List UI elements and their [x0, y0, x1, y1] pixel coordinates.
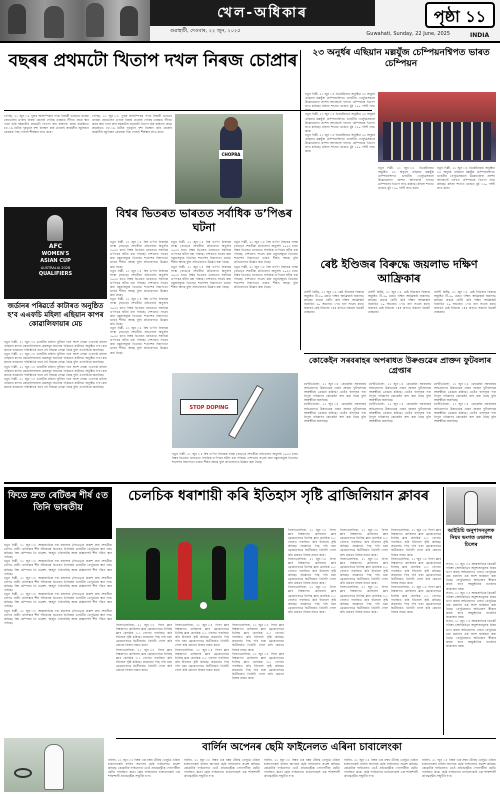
wrestling-body: নতুন দিল্লী, ২১ জুন ঃ ভিয়েটনামত অনুষ্ঠিত ২৩ অনুৰ্ধৰ এছিয়ান মল্লযুঁজ চেম্পিয়নশ্বিপত ভাৰতীয় খেলুৱৈসকলে উল্লেখযোগ্য প্ৰদৰ্শন আগবঢ়াই দলগত চেম্পিয়নৰ খিতাপ লাভ কৰিছে। মহিলা শাখাত ভাৰতে মুঠ ১৫০ পইণ্ট লাভ কৰে। নতুন দিল্লী, ২১ জুন ঃ ভিয়েটনামত অনুষ্ঠিত ২৩ অনুৰ্ধৰ এছিয়ান মল্লযুঁজ চেম্পিয়নশ্বিপত ভাৰতীয় খেলুৱৈসকলে উল্লেখযোগ্য প্ৰদৰ্শন আগবঢ়াই দলগত চেম্পিয়নৰ খিতাপ লাভ কৰিছে। মহিলা শাখাত ভাৰতে মুঠ ১৫০ পইণ্ট লাভ কৰে। নতুন দিল্লী, ২১ জুন ঃ ভিয়েটনামত অনুষ্ঠিত ২৩ অনুৰ্ধৰ এছিয়ান মল্লযুঁজ চেম্পিয়নশ্বিপত ভাৰতীয় খেলুৱৈসকলে উল্লেখযোগ্য প্ৰদৰ্শন আগবঢ়াই দলগত চেম্পিয়নৰ খিতাপ লাভ কৰিছে। মহিলা শাখাত ভাৰতে মুঠ ১৫০ পইণ্ট লাভ কৰে।	[305, 92, 375, 154]
divider	[304, 353, 496, 354]
wrestling-photo	[378, 92, 496, 162]
edition-label: INDIA	[470, 32, 490, 39]
afc-line: WOMEN'S	[41, 251, 70, 257]
doping-body-col4: নতুন দিল্লী, ২১ জুন ঃ বিশ্ব ড’পিং নিবাৰক সংস্থা (বাডা)ৰ শেহতীয়া প্ৰতিবেদন অনুসৰি ২০২৩ চনত বিশ্বৰ ভিতৰত ভাৰততে সৰ্বাধিক ড’পিঙৰ ঘটনা ধৰা পৰিছে। দেশখনত সংগ্ৰহ কৰা নমুনাসমূহৰ ভিতৰত শতাংশৰ হিচাপতো ভাৰত শীৰ্ষত আছে বুলি প্ৰতিবেদনত উল্লেখ কৰা হৈছে।	[172, 452, 298, 465]
club-body-col1: ফিলাডেলফিয়া, ২১ জুন ঃ ফিফা ক্লাব বিশ্বকাপত ব্ৰাজিলৰ ক্লাব ফ্লেমেংগোৱে ইংলিছ ক্লাব চেলচিক ৩-১ গোলত পৰাজিত কৰি ইতিহাস সৃষ্টি কৰিছে। প্ৰথমাৰ্ধত পিছ পৰি থকা ফ্লেমেংগোৱে দ্বিতীয়াৰ্ধত তিনিটা গোল কৰি মেচখন নিজৰ নামত কৰে। ফিলাডেলফিয়া, ২১ জুন ঃ ফিফা ক্লাব বিশ্বকাপত ব্ৰাজিলৰ ক্লাব ফ্লেমেংগোৱে ইংলিছ ক্লাব চেলচিক ৩-১ গোলত পৰাজিত কৰি ইতিহাস সৃষ্টি কৰিছে। প্ৰথমাৰ্ধত পিছ পৰি থকা ফ্লেমেংগোৱে দ্বিতীয়াৰ্ধত তিনিটা গোল কৰি মেচখন নিজৰ নামত কৰে।	[116, 623, 172, 673]
club-photo	[116, 528, 284, 620]
smuggling-body-col1: মণ্টেভিডিঅ’, ২১ জুন ঃ কোকেইন সৰবৰাহৰ অভিযোগত উৰুগুৱেৰ এজন প্ৰাক্তন ফুটবলাৰক আৰক্ষীয়ে গ্ৰেপ্তাৰ কৰিছে। তেওঁৰ বাসগৃহৰ পৰা বিপুল পৰিমাণৰ কোকেইন জব্দ কৰা হৈছে বুলি আৰক্ষীয়ে জনাইছে। মণ্টেভিডিঅ’, ২১ জুন ঃ কোকেইন সৰবৰাহৰ অভিযোগত উৰুগুৱেৰ এজন প্ৰাক্তন ফুটবলাৰক আৰক্ষীয়ে গ্ৰেপ্তাৰ কৰিছে। তেওঁৰ বাসগৃহৰ পৰা বিপুল পৰিমাণৰ কোকেইন জব্দ কৰা হৈছে বুলি আৰক্ষীয়ে জনাইছে।	[304, 382, 366, 423]
doping-headline: বিশ্বৰ ভিতৰত ভাৰতত সৰ্বাধিক ড’পিঙৰ ঘটনা	[116, 207, 292, 234]
club-body-col5: ফিলাডেলফিয়া, ২১ জুন ঃ ফিফা ক্লাব বিশ্বকাপত ব্ৰাজিলৰ ক্লাব ফ্লেমেংগোৱে ইংলিছ ক্লাব চেলচিক ৩-১ গোলত পৰাজিত কৰি ইতিহাস সৃষ্টি কৰিছে। প্ৰথমাৰ্ধত পিছ পৰি থকা ফ্লেমেংগোৱে দ্বিতীয়াৰ্ধত তিনিটা গোল কৰি মেচখন নিজৰ নামত কৰে। ফিলাডেলফিয়া, ২১ জুন ঃ ফিফা ক্লাব বিশ্বকাপত ব্ৰাজিলৰ ক্লাব ফ্লেমেংগোৱে ইংলিছ ক্লাব চেলচিক ৩-১ গোলত পৰাজিত কৰি ইতিহাস সৃষ্টি কৰিছে। প্ৰথমাৰ্ধত পিছ পৰি থকা ফ্লেমেংগোৱে দ্বিতীয়াৰ্ধত তিনিটা গোল কৰি মেচখন নিজৰ নামত কৰে। ফিলাডেলফিয়া, ২১ জুন ঃ ফিফা ক্লাব বিশ্বকাপত ব্ৰাজিলৰ ক্লাব ফ্লেমেংগোৱে ইংলিছ ক্লাব চেলচিক ৩-১ গোলত পৰাজিত কৰি ইতিহাস সৃষ্টি কৰিছে। প্ৰথমাৰ্ধত পিছ পৰি থকা ফ্লেমেংগোৱে দ্বিতীয়াৰ্ধত তিনিটা গোল কৰি মেচখন নিজৰ নামত কৰে।	[340, 528, 388, 614]
lead-story-body: পেৰিছ, ২১ জুন ঃ দুবাৰ অলিম্পিকৰ পদক বিজয়ী ভাৰতৰ তাৰকা জেভেলিন থ্ৰ’য়াৰ নিৰজ চোপ্ৰাই পেৰিছ ডায়মণ্ড লীগত প্ৰথম স্থান দখল কৰি বছৰটোৰ প্ৰথমটো খিতাপ জয় কৰিলে। প্ৰথম প্ৰচেষ্টাতে ৮৮.১৬ মিটাৰ দূৰত্বলৈ বৰ্শা নিক্ষেপ কৰি চোপ্ৰাই জাৰ্মানীৰ জুলিয়ান ৱেবাৰক পিছ পেলাই শীৰ্ষস্থান লাভ কৰে।	[4, 114, 89, 135]
section-title: খেল-অধিকাৰ	[217, 5, 308, 21]
lead-headline: বছৰৰ প্ৰথমটো খিতাপ দখল নিৰজ চোপ্ৰাৰ	[8, 51, 298, 71]
team-group	[383, 122, 491, 160]
player-photo	[8, 4, 26, 34]
club-headline: চেলচিক ধৰাশায়ী কৰি ইতিহাস সৃষ্টি ব্ৰাজিলিয়ান ক্লাবৰ	[128, 488, 429, 504]
cricket-headline: ৰেষ্ট ইণ্ডিজৰ বিৰুদ্ধে জয়লাভ দক্ষিণ আফ্ৰিকাৰ	[320, 258, 478, 285]
player-photo	[44, 6, 64, 38]
player-figure	[212, 546, 226, 600]
tennis-headline: বাৰ্লিন অপেনৰ ছেমি ফাইনেলত এৰিনা চাবালেংকা	[202, 742, 402, 753]
player-photo	[120, 6, 138, 36]
player-figure	[244, 544, 258, 600]
tennis-player-figure	[44, 744, 64, 790]
afc-line: ASIAN CUP	[40, 258, 71, 264]
athlete-bib: CHOPRA	[219, 150, 243, 159]
tennis-body-col2: বাৰ্লিন, ২১ জুন ঃ বিশ্বৰ এক নম্বৰ টেনিছ খেলুৱৈ এৰিনা চাবালেংকাই বাৰ্লিন অপেনৰ ছেমি ফাইনেলত প্ৰৱেশ কৰিছে। কোৱাৰ্টাৰ ফাইনেলত তেওঁ প্ৰতিদ্বন্দ্বীক পোনপটীয়া ছেটত পৰাজিত কৰে। ছেমি ফাইনেলত চাবালেংকাই এক শক্তিশালী প্ৰতিদ্বন্দ্বীৰ সন্মুখীন হ’ব।	[184, 758, 260, 779]
wrestling-headline: ২৩ অনুৰ্ধৰ এছিয়ান মল্লযুঁজ চেম্পিয়নশ্বিপত ভাৰত চেম্পিয়ন	[312, 48, 490, 69]
cricket-body-col3: চেইণ্ট কিটছ, ২১ জুন ঃ ৱেষ্ট ইণ্ডিজৰ বিৰুদ্ধে অনুষ্ঠিত টি-২০ মেচত দক্ষিণ আফ্ৰিকাই জয়লাভ কৰিছে। প্ৰথমে বেটিং কৰি দক্ষিণ আফ্ৰিকাই নিৰ্ধাৰিত ২০ অভাৰত ১৭৪ ৰাণ সংগ্ৰহ কৰে। জবাবত ৱেষ্ট ইণ্ডিজে ১৪৪ ৰাণতে সকলো ৱিকেট হেৰুৱায়।	[434, 290, 496, 315]
afc-line: QUALIFIERS	[38, 271, 73, 277]
doping-body-col3: নতুন দিল্লী, ২১ জুন ঃ বিশ্ব ড’পিং নিবাৰক সংস্থা (বাডা)ৰ শেহতীয়া প্ৰতিবেদন অনুসৰি ২০২৩ চনত বিশ্বৰ ভিতৰত ভাৰততে সৰ্বাধিক ড’পিঙৰ ঘটনা ধৰা পৰিছে। দেশখনত সংগ্ৰহ কৰা নমুনাসমূহৰ ভিতৰত শতাংশৰ হিচাপতো ভাৰত শীৰ্ষত আছে বুলি প্ৰতিবেদনত উল্লেখ কৰা হৈছে। নতুন দিল্লী, ২১ জুন ঃ বিশ্ব ড’পিং নিবাৰক সংস্থা (বাডা)ৰ শেহতীয়া প্ৰতিবেদন অনুসৰি ২০২৩ চনত বিশ্বৰ ভিতৰত ভাৰততে সৰ্বাধিক ড’পিঙৰ ঘটনা ধৰা পৰিছে। দেশখনত সংগ্ৰহ কৰা নমুনাসমূহৰ ভিতৰত শতাংশৰ হিচাপতো ভাৰত শীৰ্ষত আছে বুলি প্ৰতিবেদনত উল্লেখ কৰা হৈছে।	[234, 240, 298, 290]
player-photo	[86, 3, 104, 37]
page-label: পৃষ্ঠা ১১	[425, 2, 495, 28]
doping-photo	[172, 373, 298, 448]
club-body-col2: ফিলাডেলফিয়া, ২১ জুন ঃ ফিফা ক্লাব বিশ্বকাপত ব্ৰাজিলৰ ক্লাব ফ্লেমেংগোৱে ইংলিছ ক্লাব চেলচিক ৩-১ গোলত পৰাজিত কৰি ইতিহাস সৃষ্টি কৰিছে। প্ৰথমাৰ্ধত পিছ পৰি থকা ফ্লেমেংগোৱে দ্বিতীয়াৰ্ধত তিনিটা গোল কৰি মেচখন নিজৰ নামত কৰে। ফিলাডেলফিয়া, ২১ জুন ঃ ফিফা ক্লাব বিশ্বকাপত ব্ৰাজিলৰ ক্লাব ফ্লেমেংগোৱে ইংলিছ ক্লাব চেলচিক ৩-১ গোলত পৰাজিত কৰি ইতিহাস সৃষ্টি কৰিছে। প্ৰথমাৰ্ধত পিছ পৰি থকা ফ্লেমেংগোৱে দ্বিতীয়াৰ্ধত তিনিটা গোল কৰি মেচখন নিজৰ নামত কৰে।	[175, 623, 229, 673]
divider	[116, 738, 496, 739]
tennis-body-col1: বাৰ্লিন, ২১ জুন ঃ বিশ্বৰ এক নম্বৰ টেনিছ খেলুৱৈ এৰিনা চাবালেংকাই বাৰ্লিন অপেনৰ ছেমি ফাইনেলত প্ৰৱেশ কৰিছে। কোৱাৰ্টাৰ ফাইনেলত তেওঁ প্ৰতিদ্বন্দ্বীক পোনপটীয়া ছেটত পৰাজিত কৰে। ছেমি ফাইনেলত চাবালেংকাই এক শক্তিশালী প্ৰতিদ্বন্দ্বীৰ সন্মুখীন হ’ব।	[108, 758, 180, 779]
icc-headline: আইচিচি অনুশাসনমূলক নিয়ম ভংগত ওভালৰ ঢিলেৰ	[447, 528, 495, 548]
cricket-body-col1: চেইণ্ট কিটছ, ২১ জুন ঃ ৱেষ্ট ইণ্ডিজৰ বিৰুদ্ধে অনুষ্ঠিত টি-২০ মেচত দক্ষিণ আফ্ৰিকাই জয়লাভ কৰিছে। প্ৰথমে বেটিং কৰি দক্ষিণ আফ্ৰিকাই নিৰ্ধাৰিত ২০ অভাৰত ১৭৪ ৰাণ সংগ্ৰহ কৰে। জবাবত ৱেষ্ট ইণ্ডিজে ১৪৪ ৰাণতে সকলো ৱিকেট হেৰুৱায়।	[304, 290, 364, 315]
lead-photo	[175, 114, 283, 204]
racket-icon	[14, 768, 32, 778]
date-line-english: Guwahati, Sunday, 22 June, 2025	[366, 31, 450, 37]
wrestling-body-col3: নতুন দিল্লী, ২১ জুন ঃ ভিয়েটনামত অনুষ্ঠিত ২৩ অনুৰ্ধৰ এছিয়ান মল্লযুঁজ চেম্পিয়নশ্বিপত ভাৰতীয় খেলুৱৈসকলে উল্লেখযোগ্য প্ৰদৰ্শন আগবঢ়াই দলগত চেম্পিয়নৰ খিতাপ লাভ কৰিছে। মহিলা শাখাত ভাৰতে মুঠ ১৫০ পইণ্ট লাভ কৰে।	[437, 166, 495, 191]
icc-body: লণ্ডন, ২১ জুন ঃ আন্তৰ্জাতিক ক্ৰিকেট পৰিষদ (আইচিচি)ৰ অনুশাসনমূলক নিয়ম ভংগ কৰাৰ অভিযোগত এজন খেলুৱৈক মেচ মাননিৰ এক অংশ জৰিমনা কৰা হৈছে। খেলুৱৈজনে অভিযোগ স্বীকাৰ কৰাৰ বাবে আনুষ্ঠানিক শুনানিৰ প্ৰয়োজন নহয়। লণ্ডন, ২১ জুন ঃ আন্তৰ্জাতিক ক্ৰিকেট পৰিষদ (আইচিচি)ৰ অনুশাসনমূলক নিয়ম ভংগ কৰাৰ অভিযোগত এজন খেলুৱৈক মেচ মাননিৰ এক অংশ জৰিমনা কৰা হৈছে। খেলুৱৈজনে অভিযোগ স্বীকাৰ কৰাৰ বাবে আনুষ্ঠানিক শুনানিৰ প্ৰয়োজন নহয়। লণ্ডন, ২১ জুন ঃ আন্তৰ্জাতিক ক্ৰিকেট পৰিষদ (আইচিচি)ৰ অনুশাসনমূলক নিয়ম ভংগ কৰাৰ অভিযোগত এজন খেলুৱৈক মেচ মাননিৰ এক অংশ জৰিমনা কৰা হৈছে। খেলুৱৈজনে অভিযোগ স্বীকাৰ কৰাৰ বাবে আনুষ্ঠানিক শুনানিৰ প্ৰয়োজন নহয়।	[446, 562, 496, 648]
afc-football-body: নতুন দিল্লী, ২১ জুন ঃ ভাৰতীয় মহিলা ফুটবল দলে অংশ লোৱা এএফচি মহিলা এছিয়ান কাপৰ কোৱালিফায়াৰ মেচসমূহ জৰ্ডানৰ পৰিৱৰ্তে কাটাৰত অনুষ্ঠিত হ’ব। মধ্য প্ৰাচ্যৰ বৰ্তমানৰ পৰিস্থিতিৰ বাবে এই সিদ্ধান্ত লোৱা হৈছে বুলি এএফচিয়ে জনাইছে। নতুন দিল্লী, ২১ জুন ঃ ভাৰতীয় মহিলা ফুটবল দলে অংশ লোৱা এএফচি মহিলা এছিয়ান কাপৰ কোৱালিফায়াৰ মেচসমূহ জৰ্ডানৰ পৰিৱৰ্তে কাটাৰত অনুষ্ঠিত হ’ব। মধ্য প্ৰাচ্যৰ বৰ্তমানৰ পৰিস্থিতিৰ বাবে এই সিদ্ধান্ত লোৱা হৈছে বুলি এএফচিয়ে জনাইছে। নতুন দিল্লী, ২১ জুন ঃ ভাৰতীয় মহিলা ফুটবল দলে অংশ লোৱা এএফচি মহিলা এছিয়ান কাপৰ কোৱালিফায়াৰ মেচসমূহ জৰ্ডানৰ পৰিৱৰ্তে কাটাৰত অনুষ্ঠিত হ’ব। মধ্য প্ৰাচ্যৰ বৰ্তমানৰ পৰিস্থিতিৰ বাবে এই সিদ্ধান্ত লোৱা হৈছে বুলি এএফচিয়ে জনাইছে। নতুন দিল্লী, ২১ জুন ঃ ভাৰতীয় মহিলা ফুটবল দলে অংশ লোৱা এএফচি মহিলা এছিয়ান কাপৰ কোৱালিফায়াৰ মেচসমূহ জৰ্ডানৰ পৰিৱৰ্তে কাটাৰত অনুষ্ঠিত হ’ব। মধ্য প্ৰাচ্যৰ বৰ্তমানৰ পৰিস্থিতিৰ বাবে এই সিদ্ধান্ত লোৱা হৈছে বুলি এএফচিয়ে জনাইছে।	[4, 340, 107, 390]
trophy-icon	[47, 215, 63, 241]
cricket-body-col2: চেইণ্ট কিটছ, ২১ জুন ঃ ৱেষ্ট ইণ্ডিজৰ বিৰুদ্ধে অনুষ্ঠিত টি-২০ মেচত দক্ষিণ আফ্ৰিকাই জয়লাভ কৰিছে। প্ৰথমে বেটিং কৰি দক্ষিণ আফ্ৰিকাই নিৰ্ধাৰিত ২০ অভাৰত ১৭৪ ৰাণ সংগ্ৰহ কৰে। জবাবত ৱেষ্ট ইণ্ডিজে ১৪৪ ৰাণতে সকলো ৱিকেট হেৰুৱায়।	[368, 290, 430, 315]
afc-panel	[4, 207, 107, 299]
fide-headline-box	[4, 487, 112, 539]
club-body-col3: ফিলাডেলফিয়া, ২১ জুন ঃ ফিফা ক্লাব বিশ্বকাপত ব্ৰাজিলৰ ক্লাব ফ্লেমেংগোৱে ইংলিছ ক্লাব চেলচিক ৩-১ গোলত পৰাজিত কৰি ইতিহাস সৃষ্টি কৰিছে। প্ৰথমাৰ্ধত পিছ পৰি থকা ফ্লেমেংগোৱে দ্বিতীয়াৰ্ধত তিনিটা গোল কৰি মেচখন নিজৰ নামত কৰে। ফিলাডেলফিয়া, ২১ জুন ঃ ফিফা ক্লাব বিশ্বকাপত ব্ৰাজিলৰ ক্লাব ফ্লেমেংগোৱে ইংলিছ ক্লাব চেলচিক ৩-১ গোলত পৰাজিত কৰি ইতিহাস সৃষ্টি কৰিছে। প্ৰথমাৰ্ধত পিছ পৰি থকা ফ্লেমেংগোৱে দ্বিতীয়াৰ্ধত তিনিটা গোল কৰি মেচখন নিজৰ নামত কৰে।	[232, 623, 284, 681]
smuggling-headline: কোকেইন সৰবৰাহৰ অপৰাধত উৰুগুৱেৰ প্ৰাক্তন ফুটবলাৰ গ্ৰেপ্তাৰ	[308, 356, 492, 375]
athlete-figure	[220, 124, 242, 198]
afc-football-headline: জৰ্ডানৰ পৰিৱৰ্তে কাটাৰত অনুষ্ঠিত হ’ব এএফচি মহিলা এছিয়ান কাপৰ কোৱালিফায়াৰ মেচ	[7, 302, 104, 328]
masthead-photo-collage	[0, 0, 150, 41]
column-divider	[300, 50, 301, 350]
player-figure	[178, 542, 192, 600]
masthead	[0, 0, 500, 43]
player-figure	[146, 548, 160, 600]
lead-story-body-col2: পেৰিছ, ২১ জুন ঃ দুবাৰ অলিম্পিকৰ পদক বিজয়ী ভাৰতৰ তাৰকা জেভেলিন থ্ৰ’য়াৰ নিৰজ চোপ্ৰাই পেৰিছ ডায়মণ্ড লীগত প্ৰথম স্থান দখল কৰি বছৰটোৰ প্ৰথমটো খিতাপ জয় কৰিলে। প্ৰথম প্ৰচেষ্টাতে ৮৮.১৬ মিটাৰ দূৰত্বলৈ বৰ্শা নিক্ষেপ কৰি চোপ্ৰাই জাৰ্মানীৰ জুলিয়ান ৱেবাৰক পিছ পেলাই শীৰ্ষস্থান লাভ কৰে।	[92, 114, 172, 135]
section-divider	[4, 482, 496, 484]
column-divider	[443, 487, 444, 735]
ball-icon	[200, 602, 207, 609]
smuggling-body-col2: মণ্টেভিডিঅ’, ২১ জুন ঃ কোকেইন সৰবৰাহৰ অভিযোগত উৰুগুৱেৰ এজন প্ৰাক্তন ফুটবলাৰক আৰক্ষীয়ে গ্ৰেপ্তাৰ কৰিছে। তেওঁৰ বাসগৃহৰ পৰা বিপুল পৰিমাণৰ কোকেইন জব্দ কৰা হৈছে বুলি আৰক্ষীয়ে জনাইছে। মণ্টেভিডিঅ’, ২১ জুন ঃ কোকেইন সৰবৰাহৰ অভিযোগত উৰুগুৱেৰ এজন প্ৰাক্তন ফুটবলাৰক আৰক্ষীয়ে গ্ৰেপ্তাৰ কৰিছে। তেওঁৰ বাসগৃহৰ পৰা বিপুল পৰিমাণৰ কোকেইন জব্দ কৰা হৈছে বুলি আৰক্ষীয়ে জনাইছে।	[369, 382, 431, 423]
wrestling-body-col2: নতুন দিল্লী, ২১ জুন ঃ ভিয়েটনামত অনুষ্ঠিত ২৩ অনুৰ্ধৰ এছিয়ান মল্লযুঁজ চেম্পিয়নশ্বিপত ভাৰতীয় খেলুৱৈসকলে উল্লেখযোগ্য প্ৰদৰ্শন আগবঢ়াই দলগত চেম্পিয়নৰ খিতাপ লাভ কৰিছে। মহিলা শাখাত ভাৰতে মুঠ ১৫০ পইণ্ট লাভ কৰে।	[378, 166, 434, 191]
player-figure	[464, 491, 478, 525]
tennis-body-col4: বাৰ্লিন, ২১ জুন ঃ বিশ্বৰ এক নম্বৰ টেনিছ খেলুৱৈ এৰিনা চাবালেংকাই বাৰ্লিন অপেনৰ ছেমি ফাইনেলত প্ৰৱেশ কৰিছে। কোৱাৰ্টাৰ ফাইনেলত তেওঁ প্ৰতিদ্বন্দ্বীক পোনপটীয়া ছেটত পৰাজিত কৰে। ছেমি ফাইনেলত চাবালেংকাই এক শক্তিশালী প্ৰতিদ্বন্দ্বীৰ সন্মুখীন হ’ব।	[344, 758, 418, 779]
tennis-body-col5: বাৰ্লিন, ২১ জুন ঃ বিশ্বৰ এক নম্বৰ টেনিছ খেলুৱৈ এৰিনা চাবালেংকাই বাৰ্লিন অপেনৰ ছেমি ফাইনেলত প্ৰৱেশ কৰিছে। কোৱাৰ্টাৰ ফাইনেলত তেওঁ প্ৰতিদ্বন্দ্বীক পোনপটীয়া ছেটত পৰাজিত কৰে। ছেমি ফাইনেলত চাবালেংকাই এক শক্তিশালী প্ৰতিদ্বন্দ্বীৰ সন্মুখীন হ’ব।	[422, 758, 496, 779]
doping-body-col2: নতুন দিল্লী, ২১ জুন ঃ বিশ্ব ড’পিং নিবাৰক সংস্থা (বাডা)ৰ শেহতীয়া প্ৰতিবেদন অনুসৰি ২০২৩ চনত বিশ্বৰ ভিতৰত ভাৰততে সৰ্বাধিক ড’পিঙৰ ঘটনা ধৰা পৰিছে। দেশখনত সংগ্ৰহ কৰা নমুনাসমূহৰ ভিতৰত শতাংশৰ হিচাপতো ভাৰত শীৰ্ষত আছে বুলি প্ৰতিবেদনত উল্লেখ কৰা হৈছে। নতুন দিল্লী, ২১ জুন ঃ বিশ্ব ড’পিং নিবাৰক সংস্থা (বাডা)ৰ শেহতীয়া প্ৰতিবেদন অনুসৰি ২০২৩ চনত বিশ্বৰ ভিতৰত ভাৰততে সৰ্বাধিক ড’পিঙৰ ঘটনা ধৰা পৰিছে। দেশখনত সংগ্ৰহ কৰা নমুনাসমূহৰ ভিতৰত শতাংশৰ হিচাপতো ভাৰত শীৰ্ষত আছে বুলি প্ৰতিবেদনত উল্লেখ কৰা হৈছে।	[171, 240, 231, 290]
club-body-col6: ফিলাডেলফিয়া, ২১ জুন ঃ ফিফা ক্লাব বিশ্বকাপত ব্ৰাজিলৰ ক্লাব ফ্লেমেংগোৱে ইংলিছ ক্লাব চেলচিক ৩-১ গোলত পৰাজিত কৰি ইতিহাস সৃষ্টি কৰিছে। প্ৰথমাৰ্ধত পিছ পৰি থকা ফ্লেমেংগোৱে দ্বিতীয়াৰ্ধত তিনিটা গোল কৰি মেচখন নিজৰ নামত কৰে। ফিলাডেলফিয়া, ২১ জুন ঃ ফিফা ক্লাব বিশ্বকাপত ব্ৰাজিলৰ ক্লাব ফ্লেমেংগোৱে ইংলিছ ক্লাব চেলচিক ৩-১ গোলত পৰাজিত কৰি ইতিহাস সৃষ্টি কৰিছে। প্ৰথমাৰ্ধত পিছ পৰি থকা ফ্লেমেংগোৱে দ্বিতীয়াৰ্ধত তিনিটা গোল কৰি মেচখন নিজৰ নামত কৰে। ফিলাডেলফিয়া, ২১ জুন ঃ ফিফা ক্লাব বিশ্বকাপত ব্ৰাজিলৰ ক্লাব ফ্লেমেংগোৱে ইংলিছ ক্লাব চেলচিক ৩-১ গোলত পৰাজিত কৰি ইতিহাস সৃষ্টি কৰিছে। প্ৰথমাৰ্ধত পিছ পৰি থকা ফ্লেমেংগোৱে দ্বিতীয়াৰ্ধত তিনিটা গোল কৰি মেচখন নিজৰ নামত কৰে।	[391, 528, 441, 614]
doping-sign: STOP DOPING	[180, 399, 238, 415]
fide-body: নতুন দিল্লী, ২১ জুন ঃ আন্তৰ্জাতিক দবা মহাসংঘ (ফিডে)য়ে প্ৰকাশ কৰা শেহতীয়া ৰেপিড ৰেটিং তালিকাৰ শীৰ্ষ পাঁচজনৰ ভিতৰত তিনিজন ভাৰতীয় খেলুৱৈয়ে স্থান লাভ কৰিছে। বিশ্ব চেম্পিয়ন ডি গুকেশ, অৰ্জুন এৰিগাইছি আৰু প্ৰজ্ঞানন্দই শীৰ্ষ পাঁচত স্থান পাইছে। নতুন দিল্লী, ২১ জুন ঃ আন্তৰ্জাতিক দবা মহাসংঘ (ফিডে)য়ে প্ৰকাশ কৰা শেহতীয়া ৰেপিড ৰেটিং তালিকাৰ শীৰ্ষ পাঁচজনৰ ভিতৰত তিনিজন ভাৰতীয় খেলুৱৈয়ে স্থান লাভ কৰিছে। বিশ্ব চেম্পিয়ন ডি গুকেশ, অৰ্জুন এৰিগাইছি আৰু প্ৰজ্ঞানন্দই শীৰ্ষ পাঁচত স্থান পাইছে। নতুন দিল্লী, ২১ জুন ঃ আন্তৰ্জাতিক দবা মহাসংঘ (ফিডে)য়ে প্ৰকাশ কৰা শেহতীয়া ৰেপিড ৰেটিং তালিকাৰ শীৰ্ষ পাঁচজনৰ ভিতৰত তিনিজন ভাৰতীয় খেলুৱৈয়ে স্থান লাভ কৰিছে। বিশ্ব চেম্পিয়ন ডি গুকেশ, অৰ্জুন এৰিগাইছি আৰু প্ৰজ্ঞানন্দই শীৰ্ষ পাঁচত স্থান পাইছে। নতুন দিল্লী, ২১ জুন ঃ আন্তৰ্জাতিক দবা মহাসংঘ (ফিডে)য়ে প্ৰকাশ কৰা শেহতীয়া ৰেপিড ৰেটিং তালিকাৰ শীৰ্ষ পাঁচজনৰ ভিতৰত তিনিজন ভাৰতীয় খেলুৱৈয়ে স্থান লাভ কৰিছে। বিশ্ব চেম্পিয়ন ডি গুকেশ, অৰ্জুন এৰিগাইছি আৰু প্ৰজ্ঞানন্দই শীৰ্ষ পাঁচত স্থান পাইছে। নতুন দিল্লী, ২১ জুন ঃ আন্তৰ্জাতিক দবা মহাসংঘ (ফিডে)য়ে প্ৰকাশ কৰা শেহতীয়া ৰেপিড ৰেটিং তালিকাৰ শীৰ্ষ পাঁচজনৰ ভিতৰত তিনিজন ভাৰতীয় খেলুৱৈয়ে স্থান লাভ কৰিছে। বিশ্ব চেম্পিয়ন ডি গুকেশ, অৰ্জুন এৰিগাইছি আৰু প্ৰজ্ঞানন্দই শীৰ্ষ পাঁচত স্থান পাইছে।	[4, 543, 112, 625]
tennis-photo	[4, 738, 104, 792]
fide-headline: ফিডে দ্ৰুত ৰেটিঙৰ শীৰ্ষ ৫ত তিনি ভাৰতীয়	[8, 491, 108, 513]
icc-photo	[446, 487, 496, 525]
athlete-head	[224, 117, 238, 131]
doping-body-col1: নতুন দিল্লী, ২১ জুন ঃ বিশ্ব ড’পিং নিবাৰক সংস্থা (বাডা)ৰ শেহতীয়া প্ৰতিবেদন অনুসৰি ২০২৩ চনত বিশ্বৰ ভিতৰত ভাৰততে সৰ্বাধিক ড’পিঙৰ ঘটনা ধৰা পৰিছে। দেশখনত সংগ্ৰহ কৰা নমুনাসমূহৰ ভিতৰত শতাংশৰ হিচাপতো ভাৰত শীৰ্ষত আছে বুলি প্ৰতিবেদনত উল্লেখ কৰা হৈছে। নতুন দিল্লী, ২১ জুন ঃ বিশ্ব ড’পিং নিবাৰক সংস্থা (বাডা)ৰ শেহতীয়া প্ৰতিবেদন অনুসৰি ২০২৩ চনত বিশ্বৰ ভিতৰত ভাৰততে সৰ্বাধিক ড’পিঙৰ ঘটনা ধৰা পৰিছে। দেশখনত সংগ্ৰহ কৰা নমুনাসমূহৰ ভিতৰত শতাংশৰ হিচাপতো ভাৰত শীৰ্ষত আছে বুলি প্ৰতিবেদনত উল্লেখ কৰা হৈছে। নতুন দিল্লী, ২১ জুন ঃ বিশ্ব ড’পিং নিবাৰক সংস্থা (বাডা)ৰ শেহতীয়া প্ৰতিবেদন অনুসৰি ২০২৩ চনত বিশ্বৰ ভিতৰত ভাৰততে সৰ্বাধিক ড’পিঙৰ ঘটনা ধৰা পৰিছে। দেশখনত সংগ্ৰহ কৰা নমুনাসমূহৰ ভিতৰত শতাংশৰ হিচাপতো ভাৰত শীৰ্ষত আছে বুলি প্ৰতিবেদনত উল্লেখ কৰা হৈছে। নতুন দিল্লী, ২১ জুন ঃ বিশ্ব ড’পিং নিবাৰক সংস্থা (বাডা)ৰ শেহতীয়া প্ৰতিবেদন অনুসৰি ২০২৩ চনত বিশ্বৰ ভিতৰত ভাৰততে সৰ্বাধিক ড’পিঙৰ ঘটনা ধৰা পৰিছে। দেশখনত সংগ্ৰহ কৰা নমুনাসমূহৰ ভিতৰত শতাংশৰ হিচাপতো ভাৰত শীৰ্ষত আছে বুলি প্ৰতিবেদনত উল্লেখ কৰা হৈছে।	[110, 240, 168, 355]
date-line-assamese: গুৱাহাটী, দেওবাৰ, ২২ জুন, ২০২৫	[170, 28, 241, 34]
smuggling-body-col3: মণ্টেভিডিঅ’, ২১ জুন ঃ কোকেইন সৰবৰাহৰ অভিযোগত উৰুগুৱেৰ এজন প্ৰাক্তন ফুটবলাৰক আৰক্ষীয়ে গ্ৰেপ্তাৰ কৰিছে। তেওঁৰ বাসগৃহৰ পৰা বিপুল পৰিমাণৰ কোকেইন জব্দ কৰা হৈছে বুলি আৰক্ষীয়ে জনাইছে। মণ্টেভিডিঅ’, ২১ জুন ঃ কোকেইন সৰবৰাহৰ অভিযোগত উৰুগুৱেৰ এজন প্ৰাক্তন ফুটবলাৰক আৰক্ষীয়ে গ্ৰেপ্তাৰ কৰিছে। তেওঁৰ বাসগৃহৰ পৰা বিপুল পৰিমাণৰ কোকেইন জব্দ কৰা হৈছে বুলি আৰক্ষীয়ে জনাইছে।	[434, 382, 496, 423]
afc-line: AUSTRALIA 2026	[40, 266, 71, 270]
tennis-body-col3: বাৰ্লিন, ২১ জুন ঃ বিশ্বৰ এক নম্বৰ টেনিছ খেলুৱৈ এৰিনা চাবালেংকাই বাৰ্লিন অপেনৰ ছেমি ফাইনেলত প্ৰৱেশ কৰিছে। কোৱাৰ্টাৰ ফাইনেলত তেওঁ প্ৰতিদ্বন্দ্বীক পোনপটীয়া ছেটত পৰাজিত কৰে। ছেমি ফাইনেলত চাবালেংকাই এক শক্তিশালী প্ৰতিদ্বন্দ্বীৰ সন্মুখীন হ’ব।	[264, 758, 340, 779]
afc-line: AFC	[48, 243, 63, 250]
masthead-title-banner	[150, 0, 375, 26]
club-body-col4: ফিলাডেলফিয়া, ২১ জুন ঃ ফিফা ক্লাব বিশ্বকাপত ব্ৰাজিলৰ ক্লাব ফ্লেমেংগোৱে ইংলিছ ক্লাব চেলচিক ৩-১ গোলত পৰাজিত কৰি ইতিহাস সৃষ্টি কৰিছে। প্ৰথমাৰ্ধত পিছ পৰি থকা ফ্লেমেংগোৱে দ্বিতীয়াৰ্ধত তিনিটা গোল কৰি মেচখন নিজৰ নামত কৰে। ফিলাডেলফিয়া, ২১ জুন ঃ ফিফা ক্লাব বিশ্বকাপত ব্ৰাজিলৰ ক্লাব ফ্লেমেংগোৱে ইংলিছ ক্লাব চেলচিক ৩-১ গোলত পৰাজিত কৰি ইতিহাস সৃষ্টি কৰিছে। প্ৰথমাৰ্ধত পিছ পৰি থকা ফ্লেমেংগোৱে দ্বিতীয়াৰ্ধত তিনিটা গোল কৰি মেচখন নিজৰ নামত কৰে। ফিলাডেলফিয়া, ২১ জুন ঃ ফিফা ক্লাব বিশ্বকাপত ব্ৰাজিলৰ ক্লাব ফ্লেমেংগোৱে ইংলিছ ক্লাব চেলচিক ৩-১ গোলত পৰাজিত কৰি ইতিহাস সৃষ্টি কৰিছে। প্ৰথমাৰ্ধত পিছ পৰি থকা ফ্লেমেংগোৱে দ্বিতীয়াৰ্ধত তিনিটা গোল কৰি মেচখন নিজৰ নামত কৰে।	[288, 528, 336, 614]
